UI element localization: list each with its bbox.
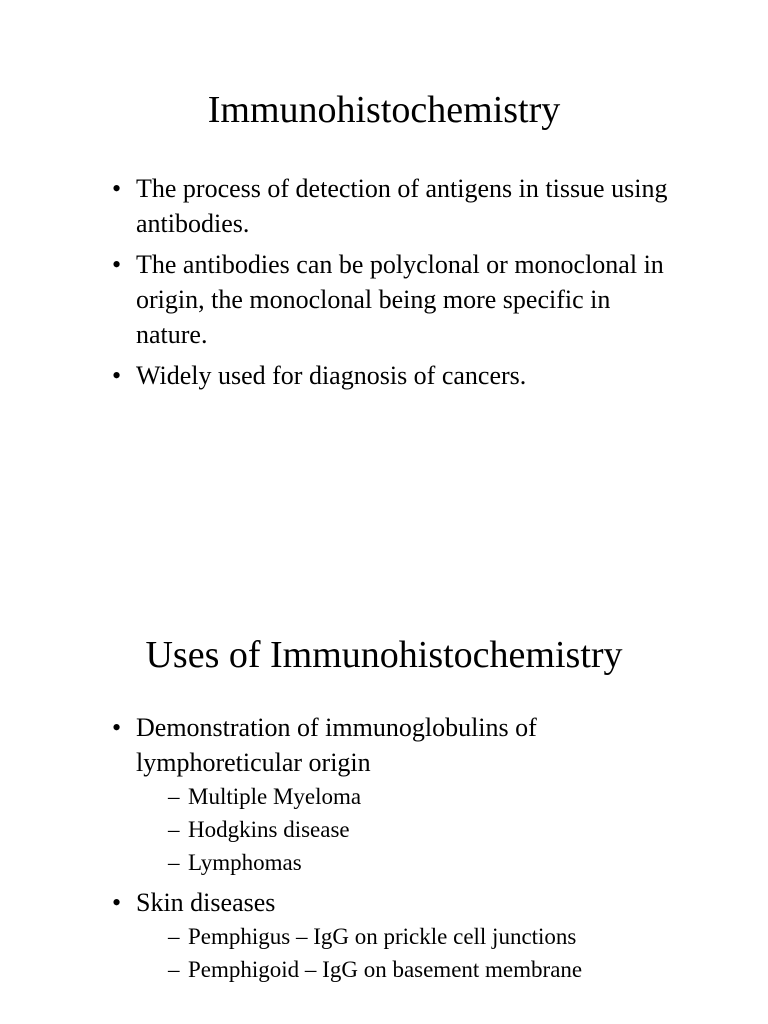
sub-bullet-item: – Lymphomas bbox=[136, 846, 672, 879]
bullet-item bbox=[112, 710, 672, 879]
bullet-text: The antibodies can be polyclonal or monoclonal in origin, the monoclonal being more specific in nature. bbox=[136, 250, 664, 349]
bullet-item bbox=[112, 247, 672, 352]
sub-bullet-item: – Pemphigus – IgG on prickle cell junctions bbox=[136, 920, 672, 953]
slide-title: Immunohistochemistry bbox=[207, 89, 561, 131]
bullet-list bbox=[112, 710, 672, 992]
sub-bullet-list bbox=[136, 920, 672, 986]
sub-bullet-list bbox=[136, 780, 672, 879]
bullet-text: The process of detection of antigens in tissue using antibodies. bbox=[136, 174, 668, 238]
bullet-text: Demonstration of immunoglobulins of lymphoreticular origin bbox=[136, 713, 537, 777]
bullet-item bbox=[112, 358, 672, 393]
slide-2 bbox=[0, 512, 768, 1024]
bullet-text: Widely used for diagnosis of cancers. bbox=[136, 361, 527, 390]
bullet-text: Skin diseases bbox=[136, 888, 276, 917]
bullet-item bbox=[112, 885, 672, 986]
bullet-list bbox=[112, 171, 672, 399]
sub-bullet-item: – Multiple Myeloma bbox=[136, 780, 672, 813]
bullet-item bbox=[112, 171, 672, 241]
sub-bullet-item: – Hodgkins disease bbox=[136, 813, 672, 846]
sub-bullet-item: – Pemphigoid – IgG on basement membrane bbox=[136, 953, 672, 986]
slide-title: Uses of Immunohistochemistry bbox=[145, 634, 623, 676]
